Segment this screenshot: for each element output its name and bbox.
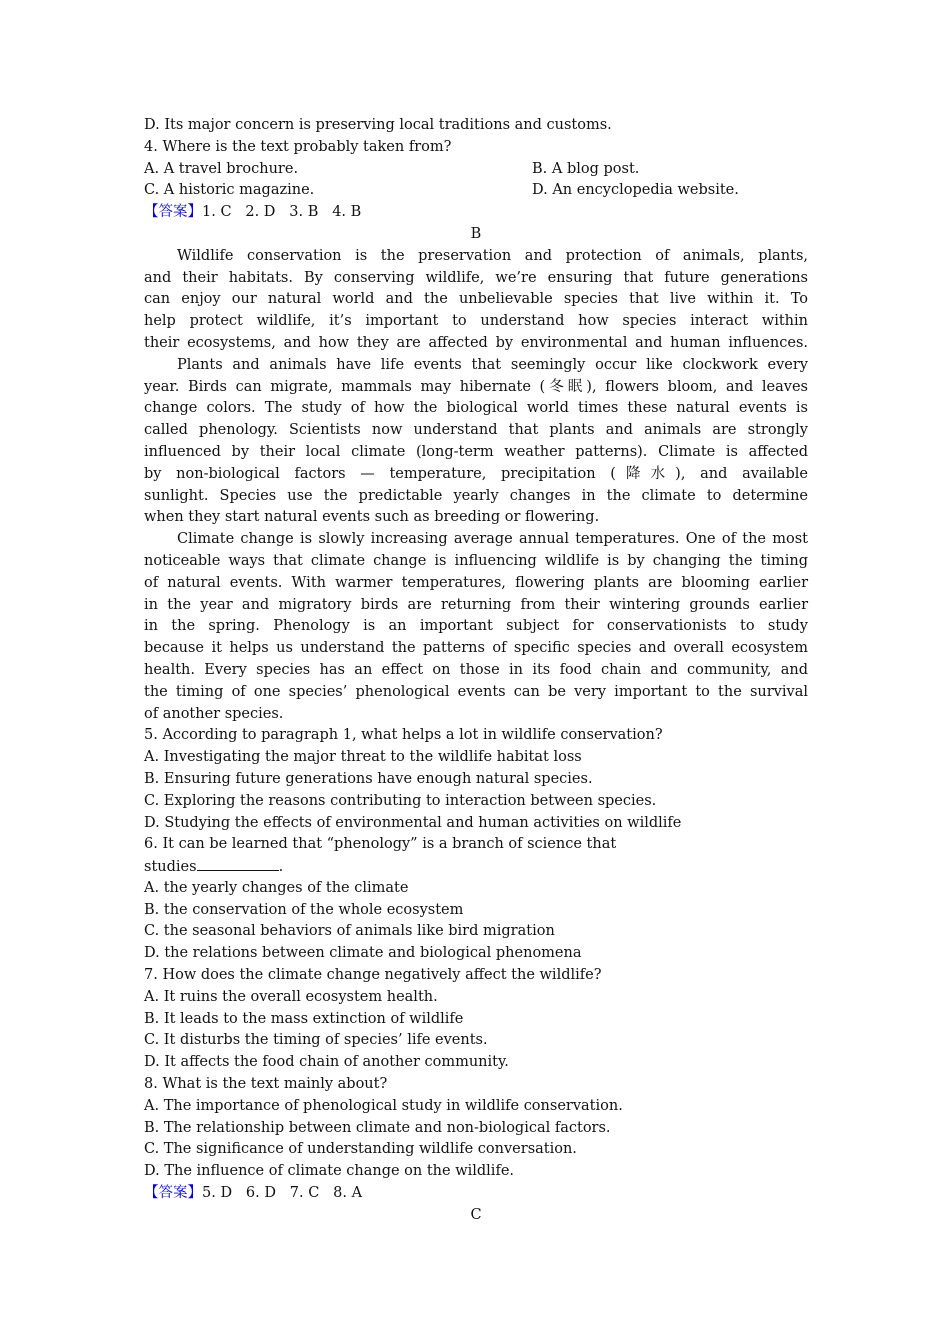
q4-option-a: A. A travel brochure. [144,160,299,177]
answer-blank [197,856,279,871]
paragraph-line: because it helps us understand the patterns of specific species and overall ecosystem [144,640,808,657]
text-column [144,115,808,1227]
paragraph-line: of another species. [144,705,284,722]
paragraph-line: when they start natural events such as breeding or flowering. [144,509,600,526]
paragraph-line: by non-biological factors — temperature, precipitation (降水), and available [144,465,808,482]
q4-option-c: C. A historic magazine. [144,182,315,199]
q5-option-c: C. Exploring the reasons contributing to interaction between species. [144,792,657,809]
paragraph-line: and their habitats. By conserving wildlife, we’re ensuring that future generations [144,269,808,286]
q4-options-row-2 [144,180,808,202]
paragraph-line: sunlight. Species use the predictable yearly changes in the climate to determine [144,487,808,504]
paragraph-line: the timing of one species’ phenological events can be very important to the survival [144,683,808,700]
question-5: 5. According to paragraph 1, what helps a lot in wildlife conservation? [144,727,663,744]
answer-values: 5. D 6. D 7. C 8. A [202,1185,363,1202]
question-8: 8. What is the text mainly about? [144,1076,388,1093]
section-heading-c: C [470,1206,482,1223]
paragraph-line: noticeable ways that climate change is influencing wildlife is by changing the timing [144,552,808,569]
q7-option-c: C. It disturbs the timing of species’ life events. [144,1032,488,1049]
question-6-end: . [278,859,284,876]
paragraph-line: Wildlife conservation is the preservation and protection of animals, plants, [177,247,808,264]
question-6-line-1: 6. It can be learned that “phenology” is a branch of science that [144,836,617,853]
paragraph-line: their ecosystems, and how they are affected by environmental and human influences. [144,334,808,351]
paragraph-line: change colors. The study of how the biological world times these natural events is [144,400,808,417]
q8-option-c: C. The significance of understanding wildlife conversation. [144,1141,577,1158]
q5-option-b: B. Ensuring future generations have enough natural species. [144,770,593,787]
q8-option-b: B. The relationship between climate and non-biological factors. [144,1119,611,1136]
answer-key-b [144,1183,808,1205]
question-4: 4. Where is the text probably taken from? [144,138,452,155]
q4-option-b: B. A blog post. [532,160,640,177]
q7-option-a: A. It ruins the overall ecosystem health. [144,988,438,1005]
paragraph-line: called phenology. Scientists now understand that plants and animals are strongly [144,422,808,439]
paragraph-line: help protect wildlife, it’s important to understand how species interact within [144,313,808,330]
paragraph-3 [144,529,808,725]
q6-option-d: D. the relations between climate and biological phenomena [144,945,582,962]
paragraph-line: Plants and animals have life events that seemingly occur like clockwork every [177,356,808,373]
q5-option-d: D. Studying the effects of environmental and human activities on wildlife [144,814,682,831]
q6-option-c: C. the seasonal behaviors of animals like bird migration [144,923,555,940]
option-3d: D. Its major concern is preserving local traditions and customs. [144,117,612,133]
answer-key-a [144,202,808,224]
q4-option-d: D. An encyclopedia website. [532,182,739,199]
q4-options-row-1 [144,159,808,181]
paragraph-line: of natural events. With warmer temperatures, flowering plants are blooming earlier [144,574,808,591]
section-heading-b: B [470,225,482,242]
q6-option-a: A. the yearly changes of the climate [144,879,409,896]
q6-option-b: B. the conservation of the whole ecosystem [144,901,464,918]
q8-option-d: D. The influence of climate change on the wildlife. [144,1163,515,1180]
paragraph-line: in the spring. Phenology is an important subject for conservationists to study [144,618,808,635]
q8-option-a: A. The importance of phenological study in wildlife conservation. [144,1097,623,1114]
q7-option-b: B. It leads to the mass extinction of wildlife [144,1010,464,1027]
paragraph-line: influenced by their local climate (long-term weather patterns). Climate is affected [144,443,808,460]
q7-option-d: D. It affects the food chain of another community. [144,1054,509,1071]
paragraph-line: Climate change is slowly increasing average annual temperatures. One of the most [177,531,808,548]
answer-tag: 【答案】 [144,204,202,221]
paragraph-line: year. Birds can migrate, mammals may hibernate (冬眠), flowers bloom, and leaves [144,378,808,395]
q5-option-a: A. Investigating the major threat to the wildlife habitat loss [144,749,582,766]
paragraph-line: can enjoy our natural world and the unbelievable species that live within it. To [144,291,808,308]
paragraph-line: in the year and migratory birds are returning from their wintering grounds earlier [144,596,808,613]
question-6-stem: studies [144,859,197,876]
question-7: 7. How does the climate change negatively affect the wildlife? [144,967,602,984]
answer-tag: 【答案】 [144,1185,202,1202]
question-6-line-2 [144,856,808,878]
paragraph-2 [144,355,808,529]
paragraph-line: health. Every species has an effect on those in its food chain and community, and [144,661,808,678]
paragraph-1 [144,246,808,355]
answer-values: 1. C 2. D 3. B 4. B [202,204,362,221]
